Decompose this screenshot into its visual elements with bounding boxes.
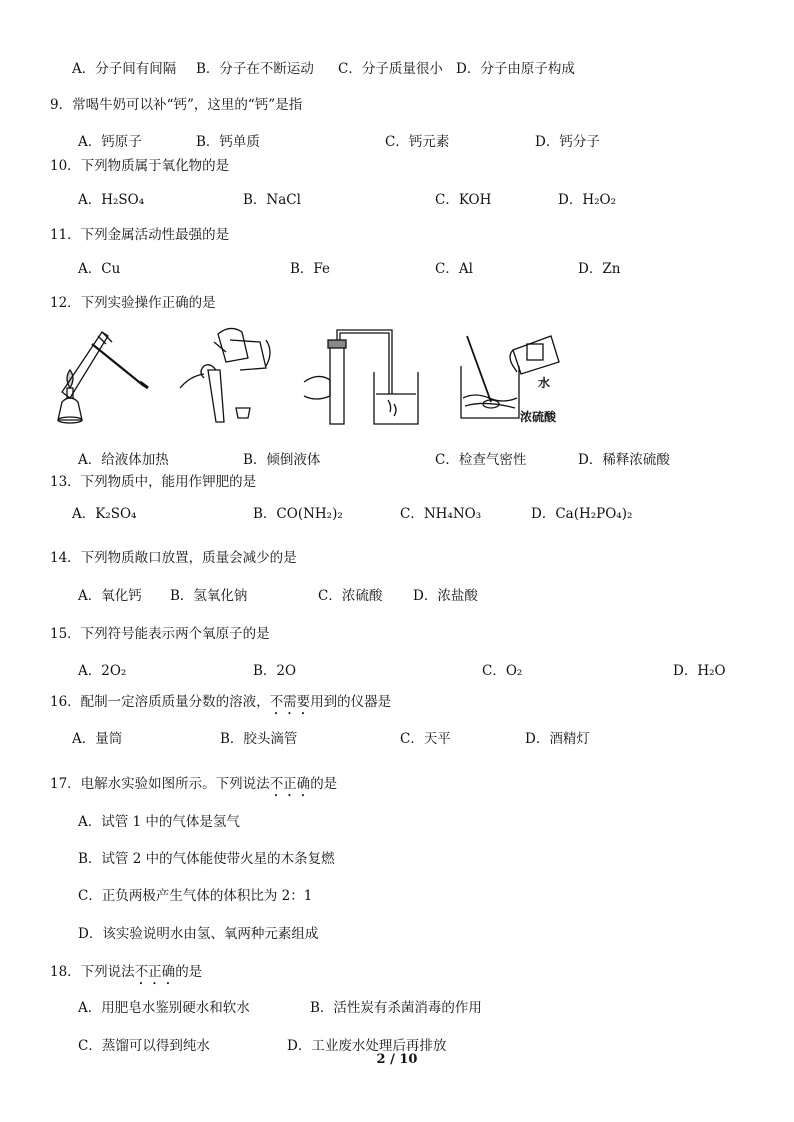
q9-option-d: D．钙分子 bbox=[535, 134, 600, 150]
q15-option-b: B．2O bbox=[253, 663, 297, 679]
q12-option-d: D．稀释浓硫酸 bbox=[578, 452, 670, 468]
q16-stem-emphasis: 不需要 bbox=[269, 694, 311, 710]
q8-option-d: D．分子由原子构成 bbox=[456, 61, 575, 77]
q17-option-c: C．正负两极产生气体的体积比为 2：1 bbox=[78, 888, 313, 904]
q18-option-b: B．活性炭有杀菌消毒的作用 bbox=[310, 1000, 482, 1016]
q9-option-a: A．钙原子 bbox=[78, 134, 142, 150]
figure-pouring-liquid bbox=[170, 322, 280, 427]
q13-option-c: C．NH₄NO₃ bbox=[400, 506, 482, 522]
q18-option-d: D．工业废水处理后再排放 bbox=[287, 1038, 447, 1054]
q11-stem: 11．下列金属活动性最强的是 bbox=[50, 227, 230, 243]
q14-stem: 14．下列物质敞口放置，质量会减少的是 bbox=[50, 550, 297, 566]
q18-option-c: C．蒸馏可以得到纯水 bbox=[78, 1038, 210, 1054]
q14-option-d: D．浓盐酸 bbox=[413, 588, 478, 604]
q10-option-b: B．NaCl bbox=[243, 192, 301, 208]
q11-option-a: A．Cu bbox=[78, 261, 121, 277]
figure-airtightness-check bbox=[300, 322, 430, 427]
q18-stem-post: 的是 bbox=[175, 964, 203, 980]
q14-option-b: B．氢氧化钠 bbox=[170, 588, 248, 604]
q18-option-a: A．用肥皂水鉴别硬水和软水 bbox=[78, 1000, 250, 1016]
q17-option-b: B．试管 2 中的气体能使带火星的木条复燃 bbox=[78, 851, 335, 867]
q14-option-c: C．浓硫酸 bbox=[318, 588, 383, 604]
q13-option-a: A．K₂SO₄ bbox=[72, 506, 137, 522]
q9-option-b: B．钙单质 bbox=[196, 134, 260, 150]
q8-option-b: B．分子在不断运动 bbox=[196, 61, 314, 77]
q12-option-b: B．倾倒液体 bbox=[243, 452, 321, 468]
page-number: 2 / 10 bbox=[376, 1052, 418, 1067]
q12-option-a: A．给液体加热 bbox=[78, 452, 169, 468]
q8-option-c: C．分子质量很小 bbox=[338, 61, 443, 77]
label-water: 水 bbox=[538, 376, 551, 390]
q18-stem bbox=[50, 960, 202, 988]
q16-stem bbox=[50, 690, 391, 718]
q15-option-d: D．H₂O bbox=[673, 663, 726, 679]
q15-option-c: C．O₂ bbox=[482, 663, 523, 679]
q14-option-a: A．氧化钙 bbox=[78, 588, 142, 604]
q8-option-a: A．分子间有间隔 bbox=[72, 61, 177, 77]
q11-option-d: D．Zn bbox=[578, 261, 621, 277]
q16-option-d: D．酒精灯 bbox=[525, 731, 590, 747]
q15-stem: 15．下列符号能表示两个氧原子的是 bbox=[50, 626, 270, 642]
q18-stem-pre: 18．下列说法 bbox=[50, 964, 135, 980]
q12-option-c: C．检查气密性 bbox=[435, 452, 527, 468]
q17-stem-pre: 17．电解水实验如图所示。下列说法 bbox=[50, 776, 270, 792]
q17-stem-emphasis: 不正确 bbox=[269, 776, 311, 792]
q12-stem: 12．下列实验操作正确的是 bbox=[50, 295, 216, 311]
q16-option-b: B．胶头滴管 bbox=[220, 731, 298, 747]
q11-option-c: C．Al bbox=[435, 261, 473, 277]
figure-heating-liquid bbox=[52, 322, 152, 427]
q13-stem: 13．下列物质中，能用作钾肥的是 bbox=[50, 474, 257, 490]
q10-option-d: D．H₂O₂ bbox=[558, 192, 616, 208]
q13-option-d: D．Ca(H₂PO₄)₂ bbox=[531, 506, 633, 522]
q9-option-c: C．钙元素 bbox=[385, 134, 450, 150]
q17-stem-post: 的是 bbox=[310, 776, 338, 792]
q10-option-c: C．KOH bbox=[435, 192, 492, 208]
q18-stem-emphasis: 不正确 bbox=[134, 964, 176, 980]
q16-stem-post: 用到的仪器是 bbox=[310, 694, 392, 710]
q13-option-b: B．CO(NH₂)₂ bbox=[253, 506, 343, 522]
q16-stem-pre: 16．配制一定溶质质量分数的溶液， bbox=[50, 694, 270, 710]
q9-stem: 9．常喝牛奶可以补“钙”，这里的“钙”是指 bbox=[50, 97, 303, 113]
q17-stem bbox=[50, 772, 337, 800]
q16-option-a: A．量筒 bbox=[72, 731, 123, 747]
q11-option-b: B．Fe bbox=[290, 261, 331, 277]
q16-option-c: C．天平 bbox=[400, 731, 451, 747]
q17-option-d: D．该实验说明水由氢、氧两种元素组成 bbox=[78, 926, 319, 942]
q15-option-a: A．2O₂ bbox=[78, 663, 127, 679]
q10-option-a: A．H₂SO₄ bbox=[78, 192, 145, 208]
q10-stem: 10．下列物质属于氧化物的是 bbox=[50, 158, 230, 174]
label-concentrated-acid: 浓硫酸 bbox=[520, 410, 557, 424]
q17-option-a: A．试管 1 中的气体是氢气 bbox=[78, 814, 240, 830]
